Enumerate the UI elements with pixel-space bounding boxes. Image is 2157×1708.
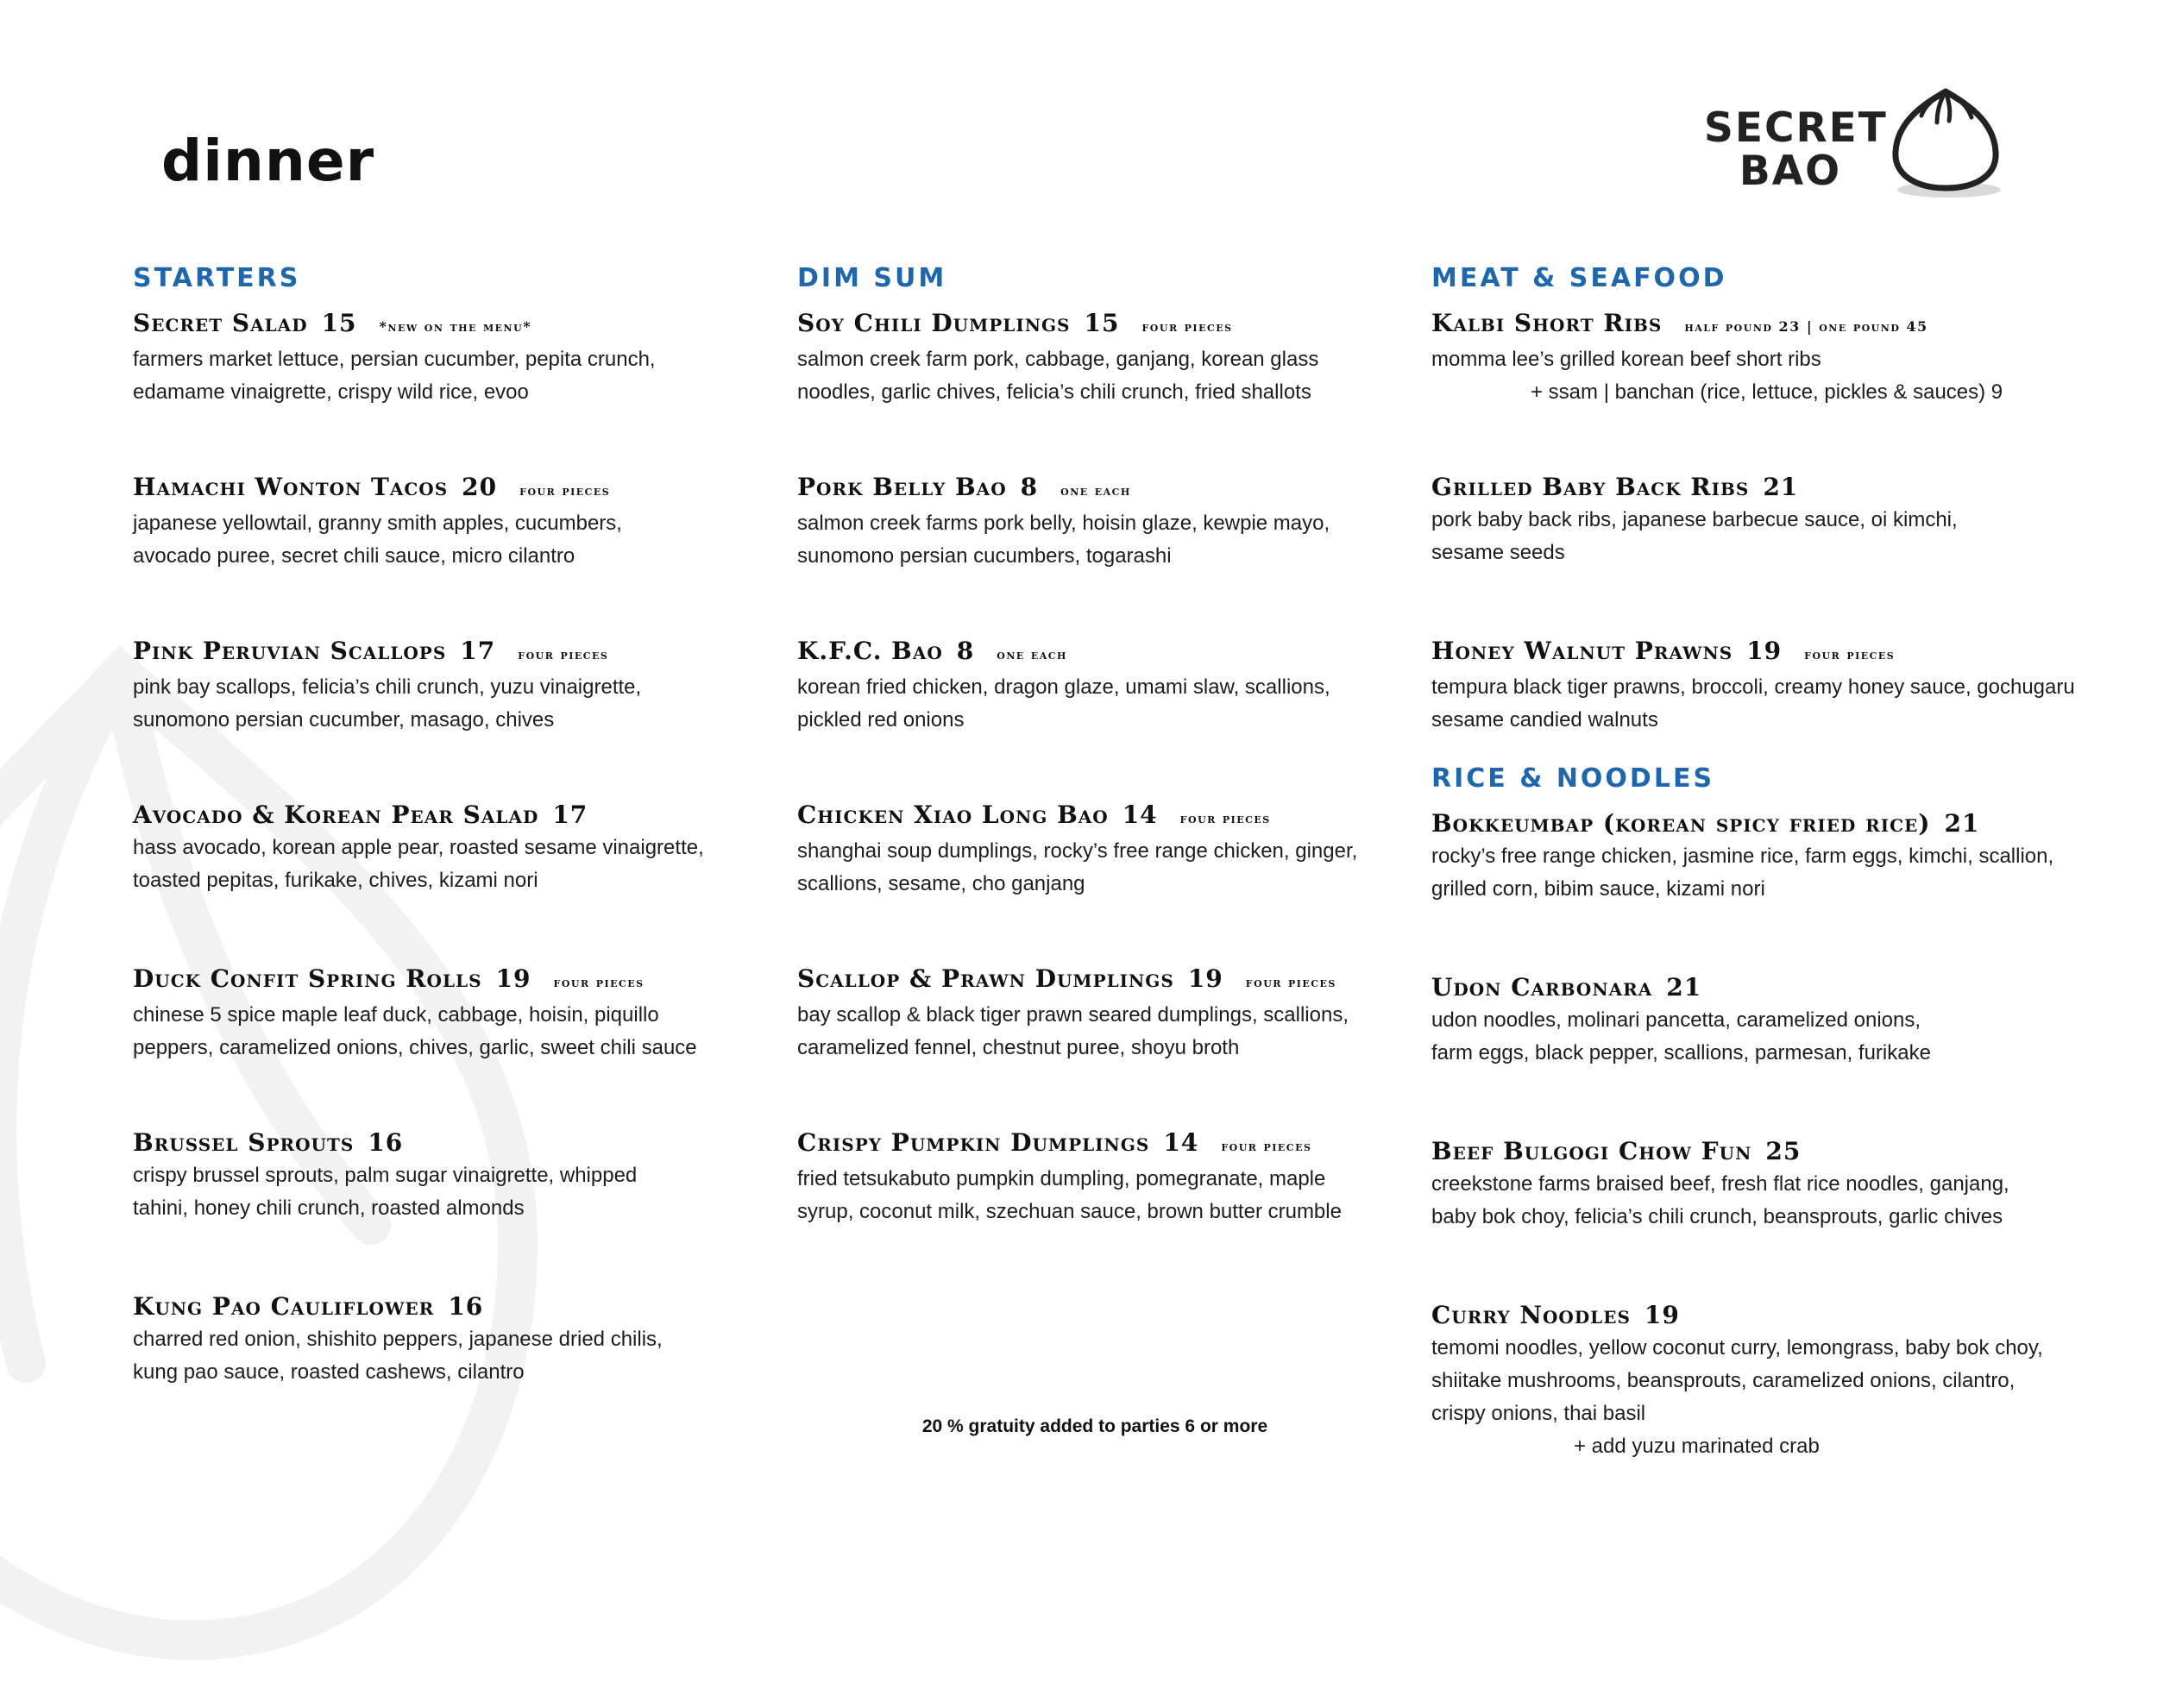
menu-item-description: fried tetsukabuto pumpkin dumpling, pomegranate, maple bbox=[797, 1167, 1326, 1190]
menu-item-name: Secret Salad bbox=[133, 309, 308, 337]
starters-list bbox=[133, 307, 789, 1454]
menu-item bbox=[1431, 471, 2087, 635]
menu-item-description: salmon creek farms pork belly, hoisin glaze, kewpie mayo, bbox=[797, 512, 1330, 535]
starters-column bbox=[133, 259, 789, 1454]
menu-item-header bbox=[133, 307, 789, 343]
menu-item-header bbox=[1431, 1135, 2087, 1168]
menu-item-price: 15 bbox=[1084, 309, 1120, 337]
menu-item-description: bay scallop & black tiger prawn seared dumplings, scallions, bbox=[797, 1003, 1349, 1027]
bao-bun-icon bbox=[1885, 83, 2006, 204]
menu-item bbox=[797, 635, 1453, 799]
menu-item-price: 17 bbox=[552, 801, 588, 829]
menu-item-price: 19 bbox=[1746, 637, 1783, 665]
menu-item-description: sesame seeds bbox=[1431, 541, 1565, 564]
menu-item-description: hass avocado, korean apple pear, roasted sesame vinaigrette, bbox=[133, 836, 704, 859]
menu-item bbox=[133, 1290, 789, 1454]
menu-item-name: Beef Bulgogi Chow Fun bbox=[1431, 1137, 1752, 1165]
section-title-meat-seafood: MEAT & SEAFOOD bbox=[1431, 263, 1727, 293]
menu-item-note: four pieces bbox=[1221, 1138, 1312, 1154]
page-title: dinner bbox=[161, 128, 375, 194]
menu-item-name: Honey Walnut Prawns bbox=[1431, 637, 1733, 665]
menu-item-price: 16 bbox=[368, 1128, 404, 1157]
menu-item-description: tahini, honey chili crunch, roasted almonds bbox=[133, 1196, 525, 1220]
menu-item-price: 14 bbox=[1163, 1128, 1199, 1157]
menu-item-header bbox=[1431, 971, 2087, 1004]
menu-item-price: 21 bbox=[1666, 973, 1702, 1002]
menu-item-description: chinese 5 spice maple leaf duck, cabbage, hoisin, piquillo bbox=[133, 1003, 659, 1027]
restaurant-logo bbox=[1704, 83, 2015, 212]
menu-item-header bbox=[1431, 1299, 2087, 1332]
menu-item bbox=[1431, 807, 2087, 971]
menu-item-note: four pieces bbox=[519, 482, 611, 499]
section-title-dim-sum: DIM SUM bbox=[797, 263, 947, 293]
menu-item-name: K.F.C. Bao bbox=[797, 637, 943, 665]
menu-item-description: caramelized fennel, chestnut puree, shoyu broth bbox=[797, 1036, 1240, 1059]
menu-item-name: Crispy Pumpkin Dumplings bbox=[797, 1128, 1150, 1157]
menu-item-header bbox=[1431, 807, 2087, 840]
menu-item-header bbox=[797, 963, 1453, 999]
menu-item-description: scallions, sesame, cho ganjang bbox=[797, 872, 1085, 895]
gratuity-note: 20 % gratuity added to parties 6 or more bbox=[921, 1416, 1268, 1436]
menu-item-note: half pound 23 | one pound 45 bbox=[1684, 318, 1928, 335]
menu-item-name: Pink Peruvian Scallops bbox=[133, 637, 447, 665]
menu-item-description: avocado puree, secret chili sauce, micro cilantro bbox=[133, 544, 575, 568]
menu-item-description: shanghai soup dumplings, rocky’s free range chicken, ginger, bbox=[797, 839, 1358, 863]
menu-item-name: Bokkeumbap (korean spicy fried rice) bbox=[1431, 809, 1931, 838]
menu-item bbox=[797, 963, 1453, 1127]
menu-item-description: edamame vinaigrette, crispy wild rice, evoo bbox=[133, 380, 529, 404]
menu-item-price: 21 bbox=[1763, 473, 1799, 501]
menu-item-price: 19 bbox=[1644, 1301, 1680, 1329]
meat-seafood-column bbox=[1431, 259, 2087, 1463]
logo-line-2: BAO bbox=[1739, 148, 1842, 195]
logo-line-1: SECRET bbox=[1704, 104, 1888, 152]
menu-item-description: farmers market lettuce, persian cucumber, pepita crunch, bbox=[133, 348, 656, 371]
menu-item bbox=[797, 799, 1453, 963]
menu-item-price: 19 bbox=[1187, 964, 1223, 993]
menu-item-note: four pieces bbox=[1804, 646, 1896, 662]
menu-item-description: kung pao sauce, roasted cashews, cilantro bbox=[133, 1360, 525, 1384]
menu-item-name: Brussel Sprouts bbox=[133, 1128, 355, 1157]
menu-item-price: 16 bbox=[448, 1292, 484, 1321]
menu-item-note: four pieces bbox=[1141, 318, 1233, 335]
menu-item-name: Grilled Baby Back Ribs bbox=[1431, 473, 1750, 501]
menu-item-description: momma lee’s grilled korean beef short ribs bbox=[1431, 348, 1821, 371]
dim-sum-list bbox=[797, 307, 1453, 1290]
menu-item-name: Pork Belly Bao bbox=[797, 473, 1007, 501]
menu-item-description: crispy brussel sprouts, palm sugar vinaigrette, whipped bbox=[133, 1164, 638, 1187]
menu-item-description: sesame candied walnuts bbox=[1431, 708, 1658, 732]
menu-item-note: four pieces bbox=[518, 646, 609, 662]
menu-item bbox=[1431, 1135, 2087, 1299]
menu-item-header bbox=[133, 1127, 789, 1159]
menu-item-header bbox=[797, 635, 1453, 671]
menu-item-price: 25 bbox=[1765, 1137, 1802, 1165]
menu-item-description: temomi noodles, yellow coconut curry, lemongrass, baby bok choy, bbox=[1431, 1336, 2043, 1359]
menu-item-addon: + ssam | banchan (rice, lettuce, pickles & sauces) 9 bbox=[1531, 380, 2003, 404]
menu-item-name: Kalbi Short Ribs bbox=[1431, 309, 1663, 337]
menu-item bbox=[133, 307, 789, 471]
menu-item-header bbox=[797, 307, 1453, 343]
menu-item bbox=[133, 799, 789, 963]
menu-item-header bbox=[1431, 635, 2087, 671]
menu-item-description: korean fried chicken, dragon glaze, umami slaw, scallions, bbox=[797, 675, 1330, 699]
menu-item bbox=[797, 471, 1453, 635]
menu-item-note: *new on the menu* bbox=[379, 318, 532, 335]
menu-item bbox=[797, 1127, 1453, 1290]
menu-item-note: one each bbox=[1060, 482, 1131, 499]
menu-item-description: toasted pepitas, furikake, chives, kizami nori bbox=[133, 869, 538, 892]
menu-item-name: Soy Chili Dumplings bbox=[797, 309, 1071, 337]
menu-item-name: Duck Confit Spring Rolls bbox=[133, 964, 482, 993]
menu-item-price: 19 bbox=[495, 964, 531, 993]
menu-item-header bbox=[1431, 471, 2087, 504]
menu-item-description: farm eggs, black pepper, scallions, parmesan, furikake bbox=[1431, 1041, 1931, 1064]
menu-item-description: salmon creek farm pork, cabbage, ganjang, korean glass bbox=[797, 348, 1319, 371]
menu-item-header bbox=[133, 963, 789, 999]
menu-item bbox=[1431, 971, 2087, 1135]
menu-item-name: Curry Noodles bbox=[1431, 1301, 1631, 1329]
menu-item-name: Scallop & Prawn Dumplings bbox=[797, 964, 1174, 993]
menu-item-description: crispy onions, thai basil bbox=[1431, 1402, 1646, 1425]
meat-seafood-list bbox=[1431, 307, 2087, 754]
menu-item-description: creekstone farms braised beef, fresh flat rice noodles, ganjang, bbox=[1431, 1172, 2009, 1196]
menu-item-name: Kung Pao Cauliflower bbox=[133, 1292, 435, 1321]
menu-item bbox=[1431, 635, 2087, 754]
menu-item bbox=[1431, 1299, 2087, 1463]
menu-item-description: shiitake mushrooms, beansprouts, caramelized onions, cilantro, bbox=[1431, 1369, 2016, 1392]
menu-item bbox=[1431, 307, 2087, 471]
dim-sum-column bbox=[797, 259, 1453, 1290]
menu-item-header bbox=[797, 1127, 1453, 1163]
menu-item-description: syrup, coconut milk, szechuan sauce, brown butter crumble bbox=[797, 1200, 1342, 1223]
menu-item-description: rocky’s free range chicken, jasmine rice, farm eggs, kimchi, scallion, bbox=[1431, 845, 2054, 868]
menu-item-description: peppers, caramelized onions, chives, garlic, sweet chili sauce bbox=[133, 1036, 697, 1059]
rice-noodles-list bbox=[1431, 807, 2087, 1463]
menu-item-note: one each bbox=[997, 646, 1067, 662]
menu-item-note: four pieces bbox=[1179, 810, 1271, 826]
menu-item-price: 8 bbox=[1020, 473, 1039, 501]
menu-item-price: 15 bbox=[321, 309, 357, 337]
menu-item-description: sunomono persian cucumbers, togarashi bbox=[797, 544, 1172, 568]
menu-item-description: charred red onion, shishito peppers, japanese dried chilis, bbox=[133, 1328, 663, 1351]
menu-item-price: 20 bbox=[462, 473, 498, 501]
menu-item-header bbox=[1431, 307, 2087, 343]
section-title-rice-noodles: RICE & NOODLES bbox=[1431, 763, 1715, 794]
menu-item-header bbox=[797, 471, 1453, 507]
menu-item-description: pickled red onions bbox=[797, 708, 965, 732]
menu-item-price: 17 bbox=[460, 637, 496, 665]
menu-item-description: baby bok choy, felicia’s chili crunch, beansprouts, garlic chives bbox=[1431, 1205, 2003, 1228]
menu-item-note: four pieces bbox=[553, 974, 645, 990]
menu-item-name: Hamachi Wonton Tacos bbox=[133, 473, 449, 501]
menu-item-header bbox=[797, 799, 1453, 835]
menu-item-description: sunomono persian cucumber, masago, chives bbox=[133, 708, 555, 732]
menu-item-note: four pieces bbox=[1245, 974, 1336, 990]
menu-item-description: noodles, garlic chives, felicia’s chili crunch, fried shallots bbox=[797, 380, 1311, 404]
menu-item-name: Chicken Xiao Long Bao bbox=[797, 801, 1109, 829]
section-title-starters: STARTERS bbox=[133, 263, 301, 293]
menu-item-addon: + add yuzu marinated crab bbox=[1574, 1435, 1820, 1458]
menu-item-description: pink bay scallops, felicia’s chili crunch, yuzu vinaigrette, bbox=[133, 675, 642, 699]
menu-item-header bbox=[133, 1290, 789, 1323]
logo-text bbox=[1704, 104, 1888, 195]
menu-item-header bbox=[133, 635, 789, 671]
menu-item-name: Udon Carbonara bbox=[1431, 973, 1653, 1002]
menu-item-description: udon noodles, molinari pancetta, caramelized onions, bbox=[1431, 1008, 1921, 1032]
menu-item bbox=[133, 471, 789, 635]
menu-item-description: grilled corn, bibim sauce, kizami nori bbox=[1431, 877, 1765, 901]
menu-item bbox=[133, 1127, 789, 1290]
menu-item-description: tempura black tiger prawns, broccoli, creamy honey sauce, gochugaru bbox=[1431, 675, 2075, 699]
menu-item-header bbox=[133, 799, 789, 832]
menu-item bbox=[133, 963, 789, 1127]
menu-item-header bbox=[133, 471, 789, 507]
menu-item-price: 21 bbox=[1944, 809, 1980, 838]
menu-item-description: pork baby back ribs, japanese barbecue sauce, oi kimchi, bbox=[1431, 508, 1958, 531]
menu-item-name: Avocado & Korean Pear Salad bbox=[133, 801, 539, 829]
menu-item-price: 14 bbox=[1122, 801, 1158, 829]
menu-item bbox=[133, 635, 789, 799]
menu-item-description: japanese yellowtail, granny smith apples, cucumbers, bbox=[133, 512, 622, 535]
menu-item bbox=[797, 307, 1453, 471]
menu-item-price: 8 bbox=[956, 637, 975, 665]
